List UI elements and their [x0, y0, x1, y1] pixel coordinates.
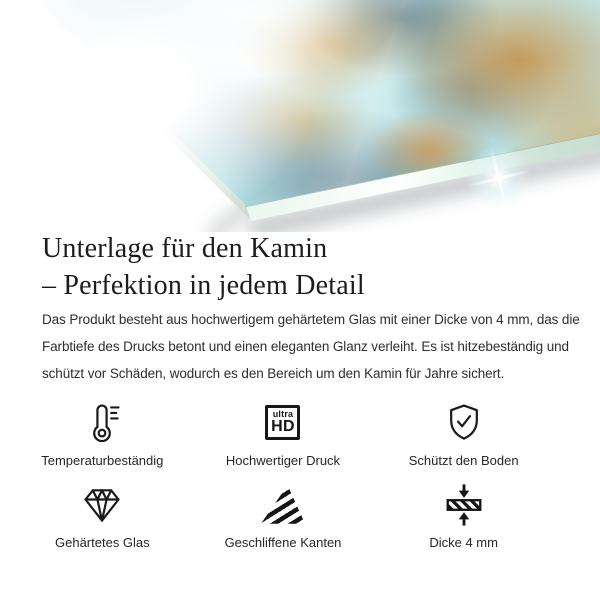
ultra-hd-icon: ultra HD: [265, 399, 300, 446]
feature-temperature: [12, 399, 193, 468]
polished-edges-icon: [260, 481, 306, 528]
shield-check-icon: [442, 399, 486, 446]
description-line: Das Produkt besteht aus hochwertigem gehärtetem Glas mit einer Dicke von 4 mm, das die: [42, 312, 580, 327]
description-line: schützt vor Schäden, wodurch es den Bereich um den Kamin für Jahre sichert.: [42, 366, 505, 381]
feature-label: Dicke 4 mm: [429, 535, 498, 550]
feature-floor-protection: [373, 399, 554, 468]
feature-polished-edges: [193, 481, 374, 550]
diamond-icon: [79, 481, 125, 528]
feature-print-quality: [193, 399, 374, 468]
thermometer-icon: [80, 399, 124, 446]
feature-label: Schützt den Boden: [408, 453, 519, 468]
product-photo: [0, 0, 600, 232]
feature-tempered-glass: [12, 481, 193, 550]
feature-label: Gehärtetes Glas: [55, 535, 150, 550]
page-title-line2: – Perfektion in jedem Detail: [42, 270, 365, 301]
thickness-arrows-icon: [441, 481, 487, 528]
description-line: Farbtiefe des Drucks betont und einen eleganten Glanz verleiht. Es ist hitzebeständig und: [42, 339, 569, 354]
feature-label: Temperaturbeständig: [41, 453, 164, 468]
feature-label: Hochwertiger Druck: [225, 453, 341, 468]
page-title-line1: Unterlage für den Kamin: [42, 233, 328, 264]
feature-label: Geschliffene Kanten: [224, 535, 342, 550]
feature-grid: [12, 399, 554, 550]
page-title: [42, 230, 365, 304]
feature-thickness: [373, 481, 554, 550]
product-description: [42, 306, 580, 387]
